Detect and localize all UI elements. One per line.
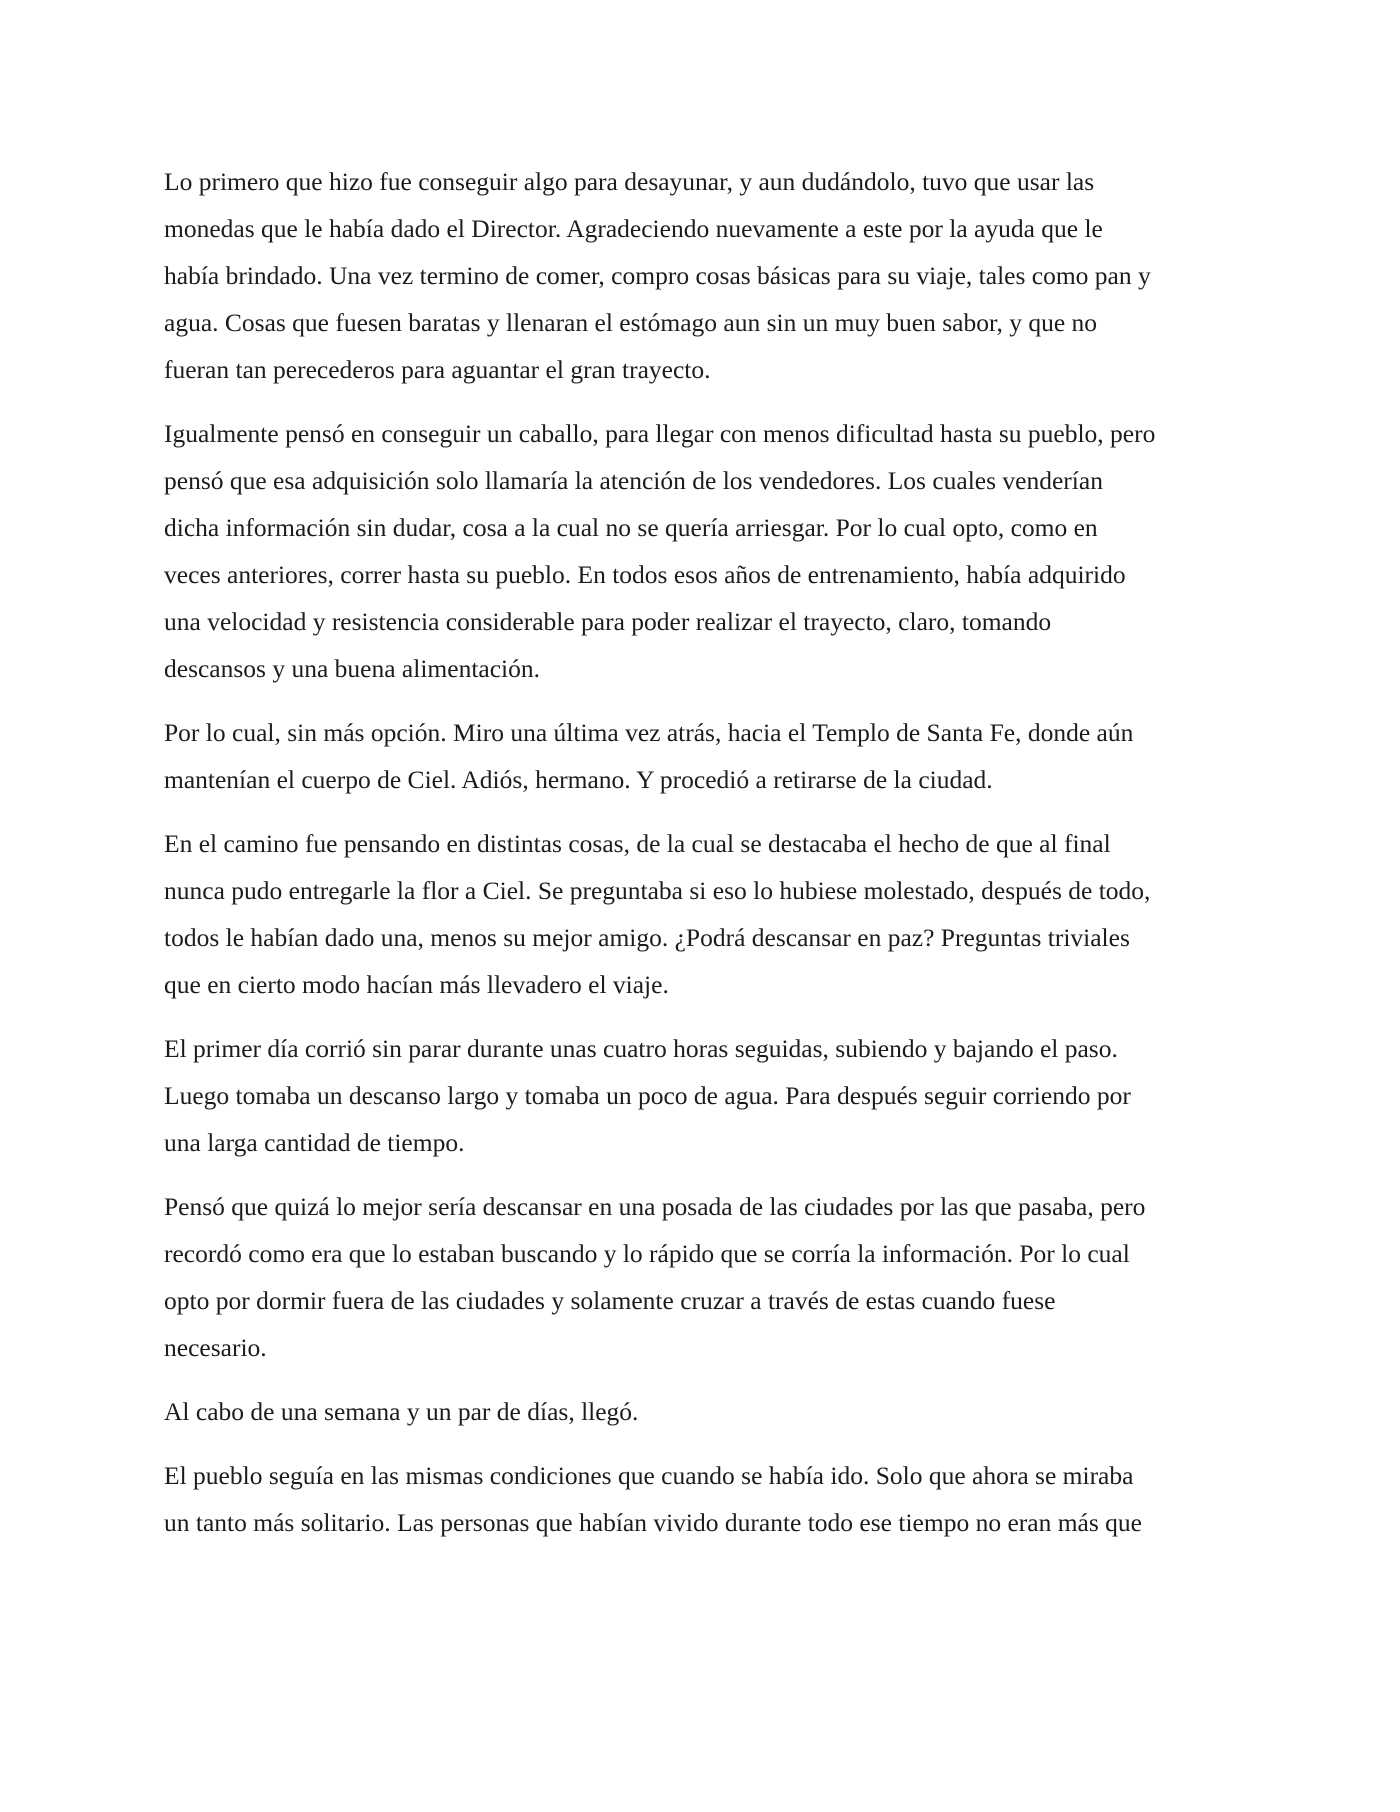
text-line: descansos y una buena alimentación. [164,654,541,683]
text-line: recordó como era que lo estaban buscando y lo rápido que se corría la información. Por lo cual [164,1239,1130,1268]
text-line: necesario. [164,1333,267,1362]
text-line: mantenían el cuerpo de Ciel. Adiós, hermano. Y procedió a retirarse de la ciudad. [164,765,993,794]
text-line: dicha información sin dudar, cosa a la cual no se quería arriesgar. Por lo cual opto, como en [164,513,1098,542]
text-line: El pueblo seguía en las mismas condiciones que cuando se había ido. Solo que ahora se miraba [164,1461,1134,1490]
text-line: fueran tan perecederos para aguantar el gran trayecto. [164,355,711,384]
text-line: Lo primero que hizo fue conseguir algo para desayunar, y aun dudándolo, tuvo que usar las [164,167,1095,196]
paragraph [164,410,1236,692]
text-line: opto por dormir fuera de las ciudades y solamente cruzar a través de estas cuando fuese [164,1286,1056,1315]
paragraph [164,1025,1236,1166]
paragraph [164,1183,1236,1371]
text-line: monedas que le había dado el Director. Agradeciendo nuevamente a este por la ayuda que le [164,214,1103,243]
text-line: una larga cantidad de tiempo. [164,1128,465,1157]
text-line: En el camino fue pensando en distintas cosas, de la cual se destacaba el hecho de que al final [164,829,1111,858]
paragraph [164,820,1236,1008]
text-line: nunca pudo entregarle la flor a Ciel. Se preguntaba si eso lo hubiese molestado, después de todo, [164,876,1151,905]
paragraph [164,1452,1236,1546]
text-line: El primer día corrió sin parar durante unas cuatro horas seguidas, subiendo y bajando el paso. [164,1034,1118,1063]
text-line: agua. Cosas que fuesen baratas y llenaran el estómago aun sin un muy buen sabor, y que no [164,308,1098,337]
text-line: que en cierto modo hacían más llevadero el viaje. [164,970,669,999]
text-line: Luego tomaba un descanso largo y tomaba un poco de agua. Para después seguir corriendo por [164,1081,1131,1110]
text-line: Al cabo de una semana y un par de días, llegó. [164,1397,639,1426]
text-line: había brindado. Una vez termino de comer, compro cosas básicas para su viaje, tales como pan y [164,261,1151,290]
text-line: un tanto más solitario. Las personas que habían vivido durante todo ese tiempo no eran más que [164,1508,1142,1537]
text-line: Igualmente pensó en conseguir un caballo, para llegar con menos dificultad hasta su pueblo, pero [164,419,1156,448]
text-line: una velocidad y resistencia considerable para poder realizar el trayecto, claro, tomando [164,607,1052,636]
paragraph [164,1388,1236,1435]
text-line: todos le habían dado una, menos su mejor amigo. ¿Podrá descansar en paz? Preguntas triviales [164,923,1130,952]
paragraph [164,709,1236,803]
text-line: Por lo cual, sin más opción. Miro una última vez atrás, hacia el Templo de Santa Fe, donde aún [164,718,1134,747]
paragraph [164,158,1236,393]
body-text [164,158,1236,1563]
text-line: Pensó que quizá lo mejor sería descansar en una posada de las ciudades por las que pasaba, pero [164,1192,1146,1221]
text-line: pensó que esa adquisición solo llamaría la atención de los vendedores. Los cuales venderían [164,466,1103,495]
text-line: veces anteriores, correr hasta su pueblo. En todos esos años de entrenamiento, había adquirido [164,560,1126,589]
